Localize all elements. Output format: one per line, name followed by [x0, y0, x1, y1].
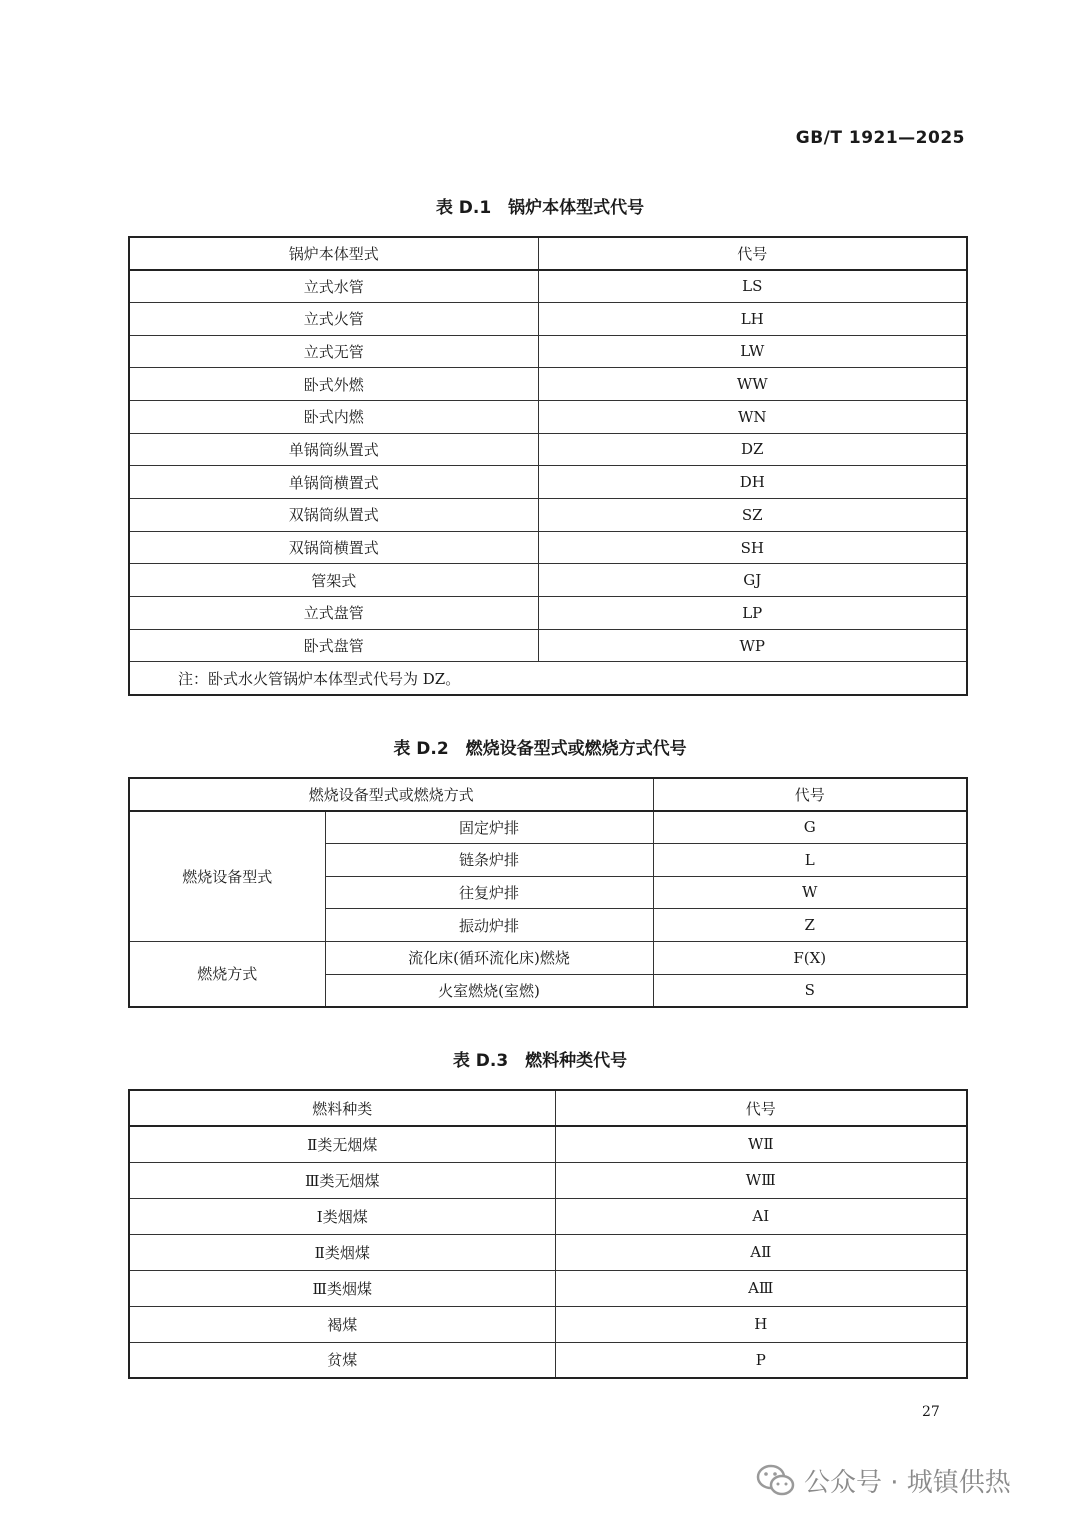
fuel-type-cell: 褐煤 — [129, 1306, 555, 1342]
code-cell: LH — [538, 302, 967, 335]
code-cell: AⅢ — [555, 1270, 967, 1306]
table-row — [129, 1270, 967, 1306]
boiler-type-cell: 立式无管 — [129, 335, 538, 368]
code-cell: WP — [538, 629, 967, 662]
table-header-cell: 代号 — [555, 1090, 967, 1126]
code-cell: LP — [538, 597, 967, 630]
table-row — [129, 368, 967, 401]
table-row — [129, 941, 967, 974]
code-cell: DH — [538, 466, 967, 499]
table-d3-caption: 表 D.3 燃料种类代号 — [452, 1051, 628, 1071]
group-label-cell: 燃烧方式 — [129, 941, 325, 1006]
code-cell: G — [653, 811, 967, 844]
fuel-type-cell: Ⅱ类烟煤 — [129, 1234, 555, 1270]
fuel-type-cell: Ⅲ类无烟煤 — [129, 1162, 555, 1198]
code-cell: SZ — [538, 499, 967, 532]
boiler-type-cell: 单锅筒横置式 — [129, 466, 538, 499]
table-row — [129, 433, 967, 466]
fuel-type-cell: Ⅱ类无烟煤 — [129, 1126, 555, 1162]
table-row — [129, 335, 967, 368]
combustion-type-cell: 固定炉排 — [325, 811, 653, 844]
watermark-text: 公众号 · 城镇供热 — [804, 1468, 1011, 1498]
table-row — [129, 499, 967, 532]
table-row — [129, 564, 967, 597]
code-cell: AⅡ — [555, 1234, 967, 1270]
table-header-cell: 代号 — [538, 237, 967, 270]
code-cell: SH — [538, 531, 967, 564]
table-note-row — [129, 662, 967, 695]
combustion-type-cell: 链条炉排 — [325, 843, 653, 876]
table-row — [129, 1234, 967, 1270]
table-row — [129, 270, 967, 303]
table-row — [129, 1126, 967, 1162]
boiler-type-cell: 卧式外燃 — [129, 368, 538, 401]
code-cell: WW — [538, 368, 967, 401]
boiler-type-cell: 卧式盘管 — [129, 629, 538, 662]
table-row — [129, 302, 967, 335]
boiler-type-cell: 立式盘管 — [129, 597, 538, 630]
code-cell: WN — [538, 400, 967, 433]
code-cell: LW — [538, 335, 967, 368]
wechat-icon — [756, 1463, 796, 1499]
table-header-cell: 燃烧设备型式或燃烧方式 — [129, 778, 653, 811]
table-header-cell: 代号 — [653, 778, 967, 811]
watermark — [756, 1462, 1011, 1499]
table-row — [129, 1162, 967, 1198]
table-header-cell: 燃料种类 — [129, 1090, 555, 1126]
table-d3 — [128, 1089, 968, 1379]
table-row — [129, 400, 967, 433]
table-row — [129, 466, 967, 499]
boiler-type-cell: 卧式内燃 — [129, 400, 538, 433]
code-cell: S — [653, 974, 967, 1007]
combustion-type-cell: 流化床(循环流化床)燃烧 — [325, 941, 653, 974]
standard-code: GB/T 1921—2025 — [795, 128, 965, 148]
code-cell: GJ — [538, 564, 967, 597]
table-row — [129, 1342, 967, 1378]
table-note: 注：卧式水火管锅炉本体型式代号为 DZ。 — [129, 662, 967, 695]
code-cell: P — [555, 1342, 967, 1378]
boiler-type-cell: 立式水管 — [129, 270, 538, 303]
combustion-type-cell: 火室燃烧(室燃) — [325, 974, 653, 1007]
boiler-type-cell: 双锅筒横置式 — [129, 531, 538, 564]
code-cell: WⅢ — [555, 1162, 967, 1198]
boiler-type-cell: 管架式 — [129, 564, 538, 597]
boiler-type-cell: 双锅筒纵置式 — [129, 499, 538, 532]
table-row — [129, 597, 967, 630]
code-cell: AⅠ — [555, 1198, 967, 1234]
group-label-cell: 燃烧设备型式 — [129, 811, 325, 942]
table-row — [129, 1306, 967, 1342]
code-cell: Z — [653, 909, 967, 942]
table-d1-caption: 表 D.1 锅炉本体型式代号 — [435, 198, 645, 218]
table-row — [129, 629, 967, 662]
table-row — [129, 1198, 967, 1234]
code-cell: H — [555, 1306, 967, 1342]
page-number: 27 — [922, 1404, 940, 1420]
code-cell: F(X) — [653, 941, 967, 974]
fuel-type-cell: 贫煤 — [129, 1342, 555, 1378]
table-d2 — [128, 777, 968, 1008]
boiler-type-cell: 立式火管 — [129, 302, 538, 335]
code-cell: WⅡ — [555, 1126, 967, 1162]
combustion-type-cell: 振动炉排 — [325, 909, 653, 942]
code-cell: L — [653, 843, 967, 876]
code-cell: W — [653, 876, 967, 909]
combustion-type-cell: 往复炉排 — [325, 876, 653, 909]
fuel-type-cell: Ⅰ类烟煤 — [129, 1198, 555, 1234]
table-row — [129, 531, 967, 564]
table-d1 — [128, 236, 968, 696]
code-cell: LS — [538, 270, 967, 303]
table-d2-caption: 表 D.2 燃烧设备型式或燃烧方式代号 — [393, 739, 687, 759]
fuel-type-cell: Ⅲ类烟煤 — [129, 1270, 555, 1306]
boiler-type-cell: 单锅筒纵置式 — [129, 433, 538, 466]
table-row — [129, 811, 967, 844]
table-header-cell: 锅炉本体型式 — [129, 237, 538, 270]
code-cell: DZ — [538, 433, 967, 466]
